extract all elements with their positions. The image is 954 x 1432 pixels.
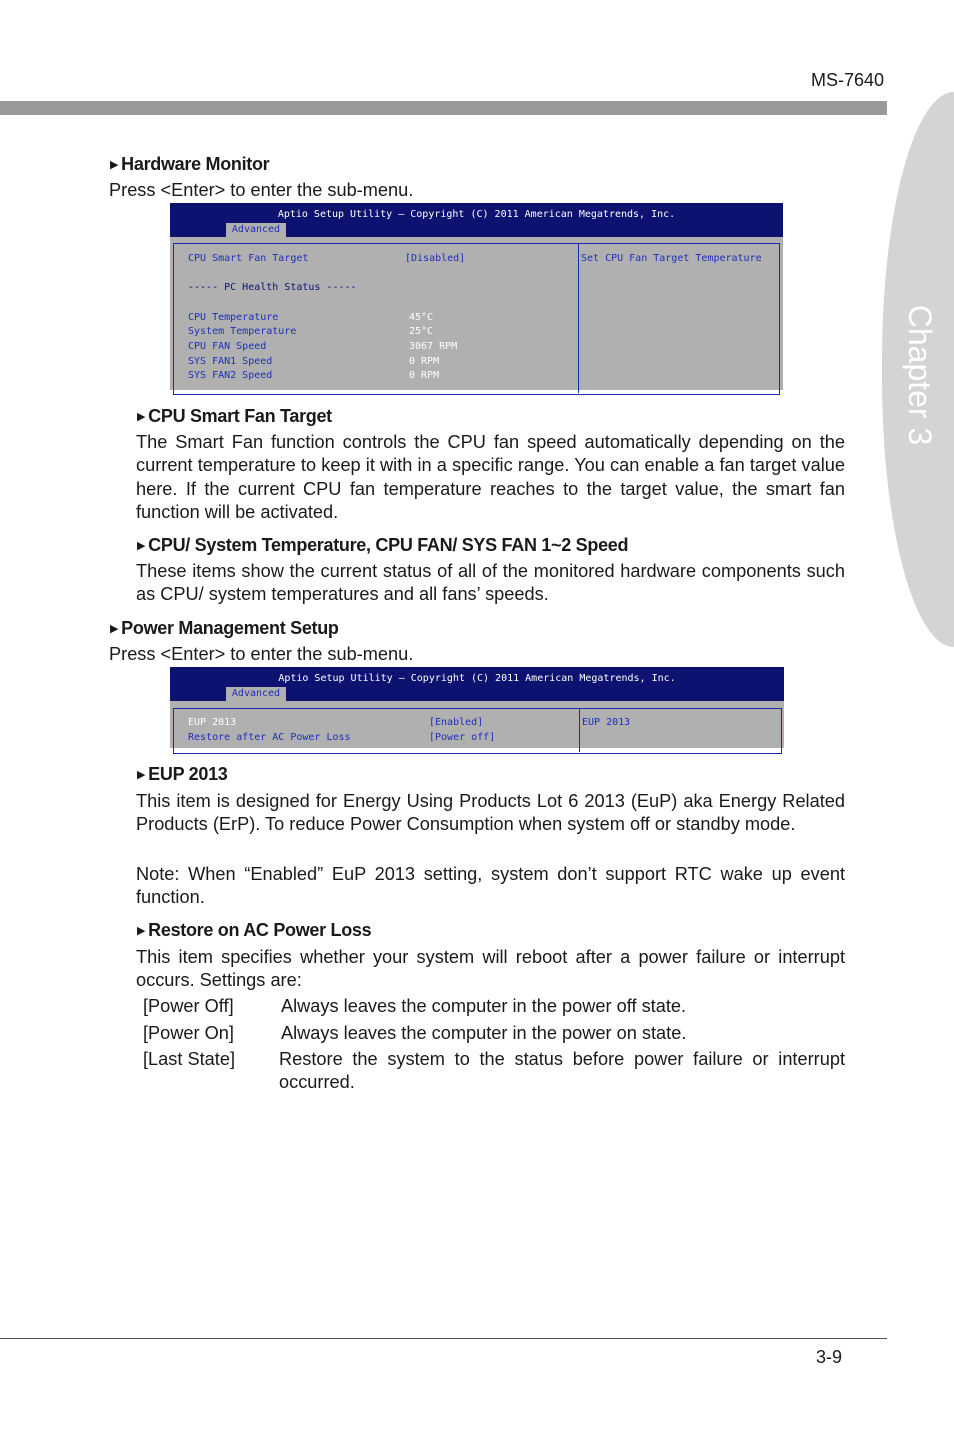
option-name: [Power On] (143, 1023, 234, 1043)
option-name: [Last State] (143, 1049, 236, 1069)
bios-row-label: CPU Temperature (188, 312, 279, 323)
power-management-heading: ▶ Power Management Setup (110, 618, 339, 638)
bios-title: Aptio Setup Utility – Copyright (C) 2011 American Megatrends, Inc. (278, 673, 676, 684)
bios-divider (579, 708, 580, 752)
bios-row-label: CPU Smart Fan Target (188, 253, 309, 264)
cpu-smart-fan-text: The Smart Fan function controls the CPU fan speed automatically depending on the current temperature to keep it with in a specific range. You can enable a fan target value here. If the current CPU fan temperature reaches to the target value, the smart fan function will be activated. (136, 432, 845, 522)
bios-row-value: 45°C (409, 312, 434, 323)
bios-row-value: [Enabled] (429, 717, 484, 728)
bios-screenshot-hardware-monitor (170, 203, 783, 390)
restore-text: This item specifies whether your system will reboot after a power failure or interrupt occurs. Settings are: (136, 947, 845, 991)
bios-row-label: System Temperature (188, 326, 297, 337)
footer-rule (0, 1338, 887, 1339)
triangle-bullet-icon: ▶ (110, 159, 119, 171)
power-management-intro: Press <Enter> to enter the sub-menu. (109, 644, 414, 664)
triangle-bullet-icon: ▶ (137, 769, 146, 781)
temperature-fan-text: These items show the current status of all of the monitored hardware components such as CPU/ system temperatures and all fans’ speeds. (136, 561, 845, 605)
cpu-smart-fan-heading: ▶ CPU Smart Fan Target (137, 406, 332, 426)
eup-note: Note: When “Enabled” EuP 2013 setting, system don’t support RTC wake up event function. (136, 864, 845, 908)
restore-heading: ▶ Restore on AC Power Loss (137, 920, 372, 940)
bios-row-label: SYS FAN1 Speed (188, 356, 273, 367)
bios-tab-advanced: Advanced (226, 687, 286, 701)
hardware-monitor-heading: ▶ Hardware Monitor (110, 154, 270, 174)
bios-help-text: Set CPU Fan Target Temperature (581, 253, 762, 264)
triangle-bullet-icon: ▶ (137, 540, 146, 552)
page-number: 3-9 (816, 1347, 843, 1367)
chapter-tab-label: Chapter 3 (902, 304, 938, 446)
bios-help-text: EUP 2013 (582, 717, 631, 728)
option-desc: Restore the system to the status before power failure or interrupt occurred. (279, 1049, 845, 1093)
hardware-monitor-intro: Press <Enter> to enter the sub-menu. (109, 180, 414, 200)
bios-title: Aptio Setup Utility – Copyright (C) 2011 American Megatrends, Inc. (277, 209, 676, 220)
bios-row-label: Restore after AC Power Loss (188, 732, 351, 743)
option-desc: Always leaves the computer in the power on state. (281, 1023, 687, 1043)
header-bar (0, 101, 887, 115)
option-desc: Always leaves the computer in the power off state. (281, 996, 687, 1016)
triangle-bullet-icon: ▶ (137, 411, 146, 423)
bios-row-label: SYS FAN2 Speed (188, 370, 273, 381)
bios-row-value: 25°C (409, 326, 434, 337)
bios-divider (578, 243, 579, 393)
bios-section-header: ----- PC Health Status ----- (188, 282, 357, 293)
bios-row-value: 0 RPM (409, 356, 440, 367)
bios-row-value: [Disabled] (405, 253, 466, 264)
option-name: [Power Off] (143, 996, 234, 1016)
bios-row-value: [Power off] (429, 732, 496, 743)
eup-heading: ▶ EUP 2013 (137, 764, 228, 784)
bios-title-bar (170, 203, 783, 237)
model-number: MS-7640 (810, 70, 884, 90)
triangle-bullet-icon: ▶ (110, 623, 119, 635)
eup-text: This item is designed for Energy Using Products Lot 6 2013 (EuP) aka Energy Related Products (ErP). To reduce Power Consumption when system off or standby mode. (136, 791, 845, 835)
bios-row-value: 3067 RPM (409, 341, 458, 352)
bios-row-value: 0 RPM (409, 370, 440, 381)
bios-frame (173, 708, 782, 754)
bios-row-label: CPU FAN Speed (188, 341, 267, 352)
bios-tab-advanced: Advanced (226, 223, 286, 237)
bios-title-bar (170, 667, 784, 701)
temperature-fan-heading: ▶ CPU/ System Temperature, CPU FAN/ SYS FAN 1~2 Speed (137, 535, 629, 555)
bios-row-label-selected: EUP 2013 (188, 717, 237, 728)
bios-screenshot-power-management (170, 667, 784, 748)
triangle-bullet-icon: ▶ (137, 925, 146, 937)
